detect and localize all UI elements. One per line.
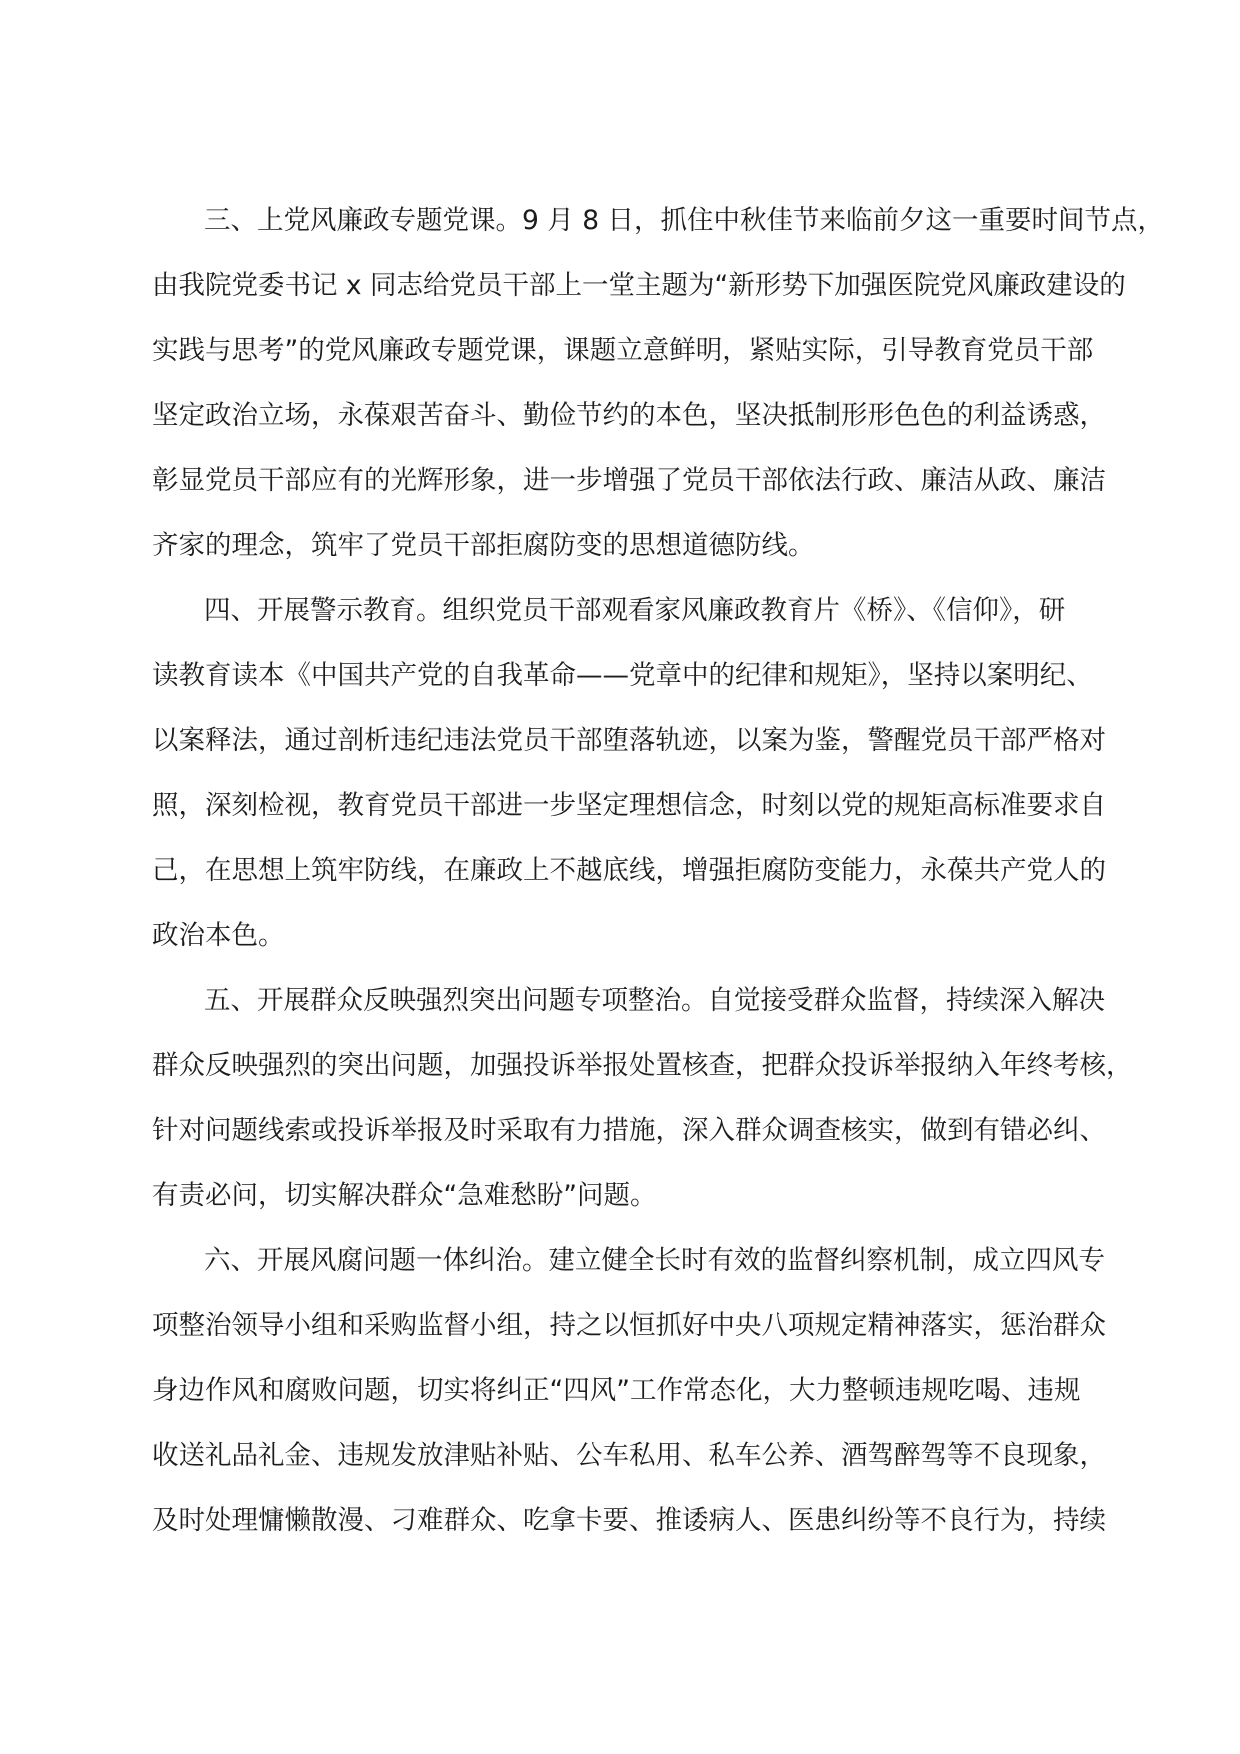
text-line: 由我院党委书记 x 同志给党员干部上一堂主题为“新形势下加强医院党风廉政建设的 [152,270,1126,301]
text-line: 坚定政治立场，永葆艰苦奋斗、勤俭节约的本色，坚决抵制形形色色的利益诱惑， [152,400,1106,431]
text-line: 及时处理慵懒散漫、刁难群众、吃拿卡要、推诿病人、医患纠纷等不良行为，持续 [152,1505,1106,1536]
text-line: 收送礼品礼金、违规发放津贴补贴、公车私用、私车公养、酒驾醉驾等不良现象， [152,1440,1106,1471]
text-line: 五、开展群众反映强烈突出问题专项整治。自觉接受群众监督，持续深入解决 [204,985,1105,1016]
text-line: 四、开展警示教育。组织党员干部观看家风廉政教育片《桥》、《信仰》，研 [204,595,1066,626]
text-line: 三、上党风廉政专题党课。9 月 8 日，抓住中秋佳节来临前夕这一重要时间节点， [204,205,1164,236]
text-line: 读教育读本《中国共产党的自我革命——党章中的纪律和规矩》，坚持以案明纪、 [152,660,1093,691]
text-line: 政治本色。 [152,920,285,951]
text-line: 项整治领导小组和采购监督小组，持之以恒抓好中央八项规定精神落实，惩治群众 [152,1310,1106,1341]
text-line: 六、开展风腐问题一体纠治。建立健全长时有效的监督纠察机制，成立四风专 [204,1245,1105,1276]
text-line: 己，在思想上筑牢防线，在廉政上不越底线，增强拒腐防变能力，永葆共产党人的 [152,855,1106,886]
text-line: 齐家的理念，筑牢了党员干部拒腐防变的思想道德防线。 [152,530,815,561]
text-line: 实践与思考”的党风廉政专题党课，课题立意鲜明，紧贴实际，引导教育党员干部 [152,335,1094,366]
text-line: 彰显党员干部应有的光辉形象，进一步增强了党员干部依法行政、廉洁从政、廉洁 [152,465,1106,496]
paragraph-public-issues [152,968,1133,1228]
text-line: 群众反映强烈的突出问题，加强投诉举报处置核查，把群众投诉举报纳入年终考核， [152,1050,1133,1081]
document-body [152,188,1164,1553]
text-line: 身边作风和腐败问题，切实将纠正“四风”工作常态化，大力整顿违规吃喝、违规 [152,1375,1081,1406]
paragraph-corruption-rectification [152,1228,1106,1553]
text-line: 针对问题线索或投诉举报及时采取有力措施，深入群众调查核实，做到有错必纠、 [152,1115,1106,1146]
text-line: 有责必问，切实解决群众“急难愁盼”问题。 [152,1180,657,1211]
paragraph-party-lecture [152,188,1164,578]
text-line: 以案释法，通过剖析违纪违法党员干部堕落轨迹，以案为鉴，警醒党员干部严格对 [152,725,1106,756]
paragraph-warning-education [152,578,1106,968]
text-line: 照，深刻检视，教育党员干部进一步坚定理想信念，时刻以党的规矩高标准要求自 [152,790,1106,821]
